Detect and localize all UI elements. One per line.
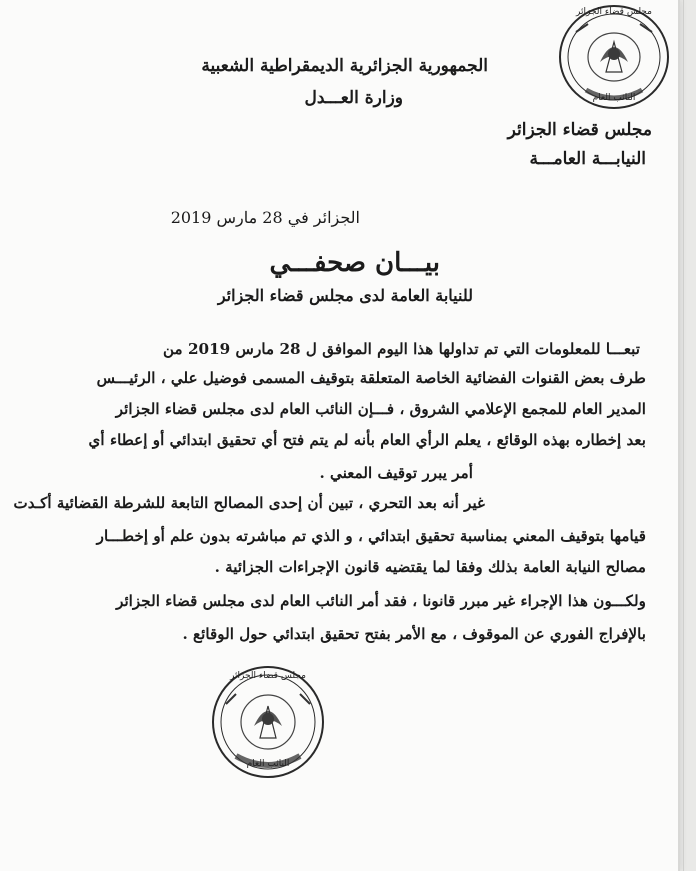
page-edge-divider xyxy=(683,0,684,871)
office-name: النيابـــة العامـــة xyxy=(529,149,646,169)
court-name: مجلس قضاء الجزائر xyxy=(507,120,652,140)
top-seal-text: مجلس قضاء الجزائر xyxy=(576,7,652,17)
body-line-3: المدير العام للمجمع الإعلامي الشروق ، فـــإن النائب العام لدى مجلس قضاء الجزائر xyxy=(115,400,646,418)
body-line-8: مصالح النيابة العامة بذلك وفقا لما يقتضيه قانون الإجراءات الجزائية . xyxy=(214,558,646,576)
body-line-1: تبعـــا للمعلومات التي تم تداولها هذا اليوم الموافق ل 28 مارس 2019 من xyxy=(163,340,640,358)
document-subtitle: للنيابة العامة لدى مجلس قضاء الجزائر xyxy=(217,286,473,305)
body-line-5: أمر يبرر توقيف المعني . xyxy=(319,464,473,482)
body-line-9: ولكـــون هذا الإجراء غير مبرر قانونا ، فقد أمر النائب العام لدى مجلس قضاء الجزائر xyxy=(116,592,646,610)
official-seal-bottom xyxy=(208,664,328,780)
document-title: بيـــان صحفـــي xyxy=(269,248,440,278)
top-seal-footer: النائب العام xyxy=(592,93,636,103)
body-line-7: قيامها بتوقيف المعني بمناسبة تحقيق ابتدائي ، و الذي تم مباشرته بدون علم أو إخطـــار xyxy=(96,527,646,545)
bottom-seal-text: مجلس قضاء الجزائر xyxy=(230,671,306,681)
body-line-4: بعد إخطاره بهذه الوقائع ، يعلم الرأي العام بأنه لم يتم فتح أي تحقيق ابتدائي أو إعطاء أي xyxy=(88,431,646,449)
body-line-6: غير أنه بعد التحري ، تبين أن إحدى المصالح التابعة للشرطة القضائية أكـدت xyxy=(13,494,485,512)
ministry-heading: وزارة العـــدل xyxy=(304,88,403,108)
body-line-10: بالإفراج الفوري عن الموقوف ، مع الأمر بفتح تحقيق ابتدائي حول الوقائع . xyxy=(182,625,646,643)
republic-heading: الجمهورية الجزائرية الديمقراطية الشعبية xyxy=(201,56,488,76)
body-line-2: طرف بعض القنوات الفضائية الخاصة المتعلقة بتوقيف المسمى فوضيل علي ، الرئيـــس xyxy=(96,369,646,387)
official-seal-top xyxy=(556,2,672,112)
date-line: الجزائر في 28 مارس 2019 xyxy=(170,208,360,227)
bottom-seal-footer: النائب العام xyxy=(246,759,290,769)
